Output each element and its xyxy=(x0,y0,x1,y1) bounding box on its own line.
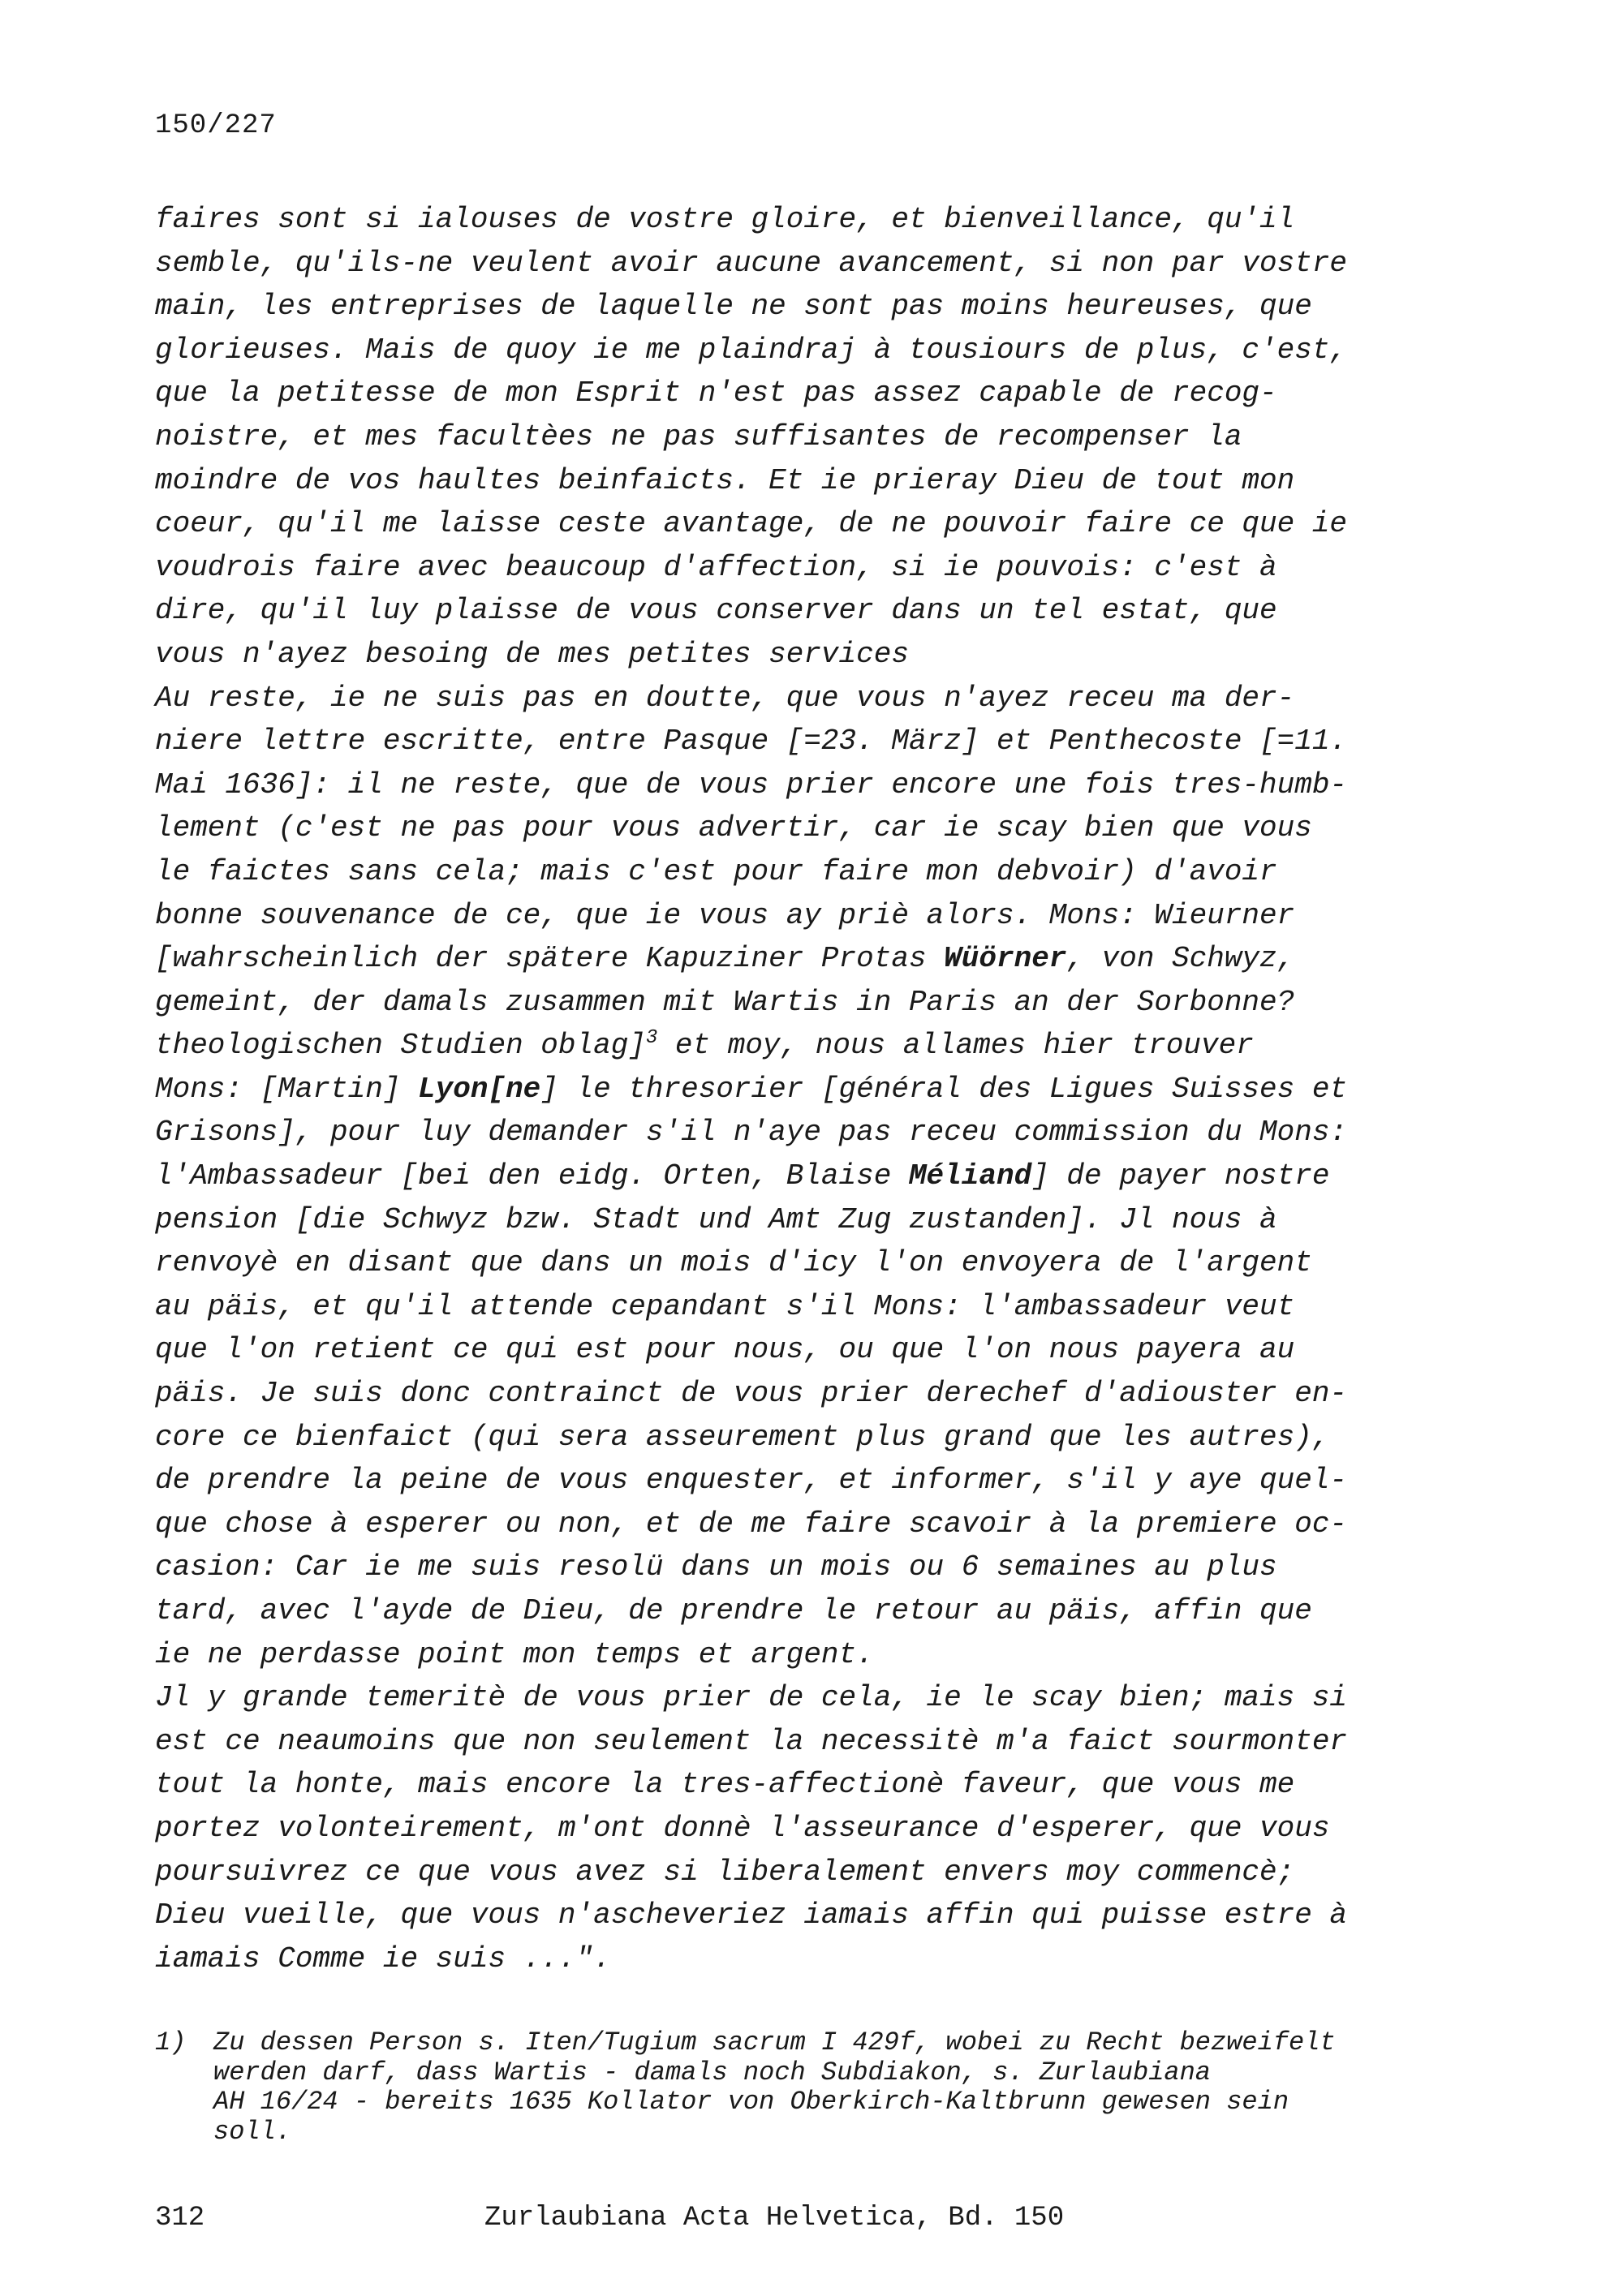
body-text xyxy=(155,198,1486,1980)
body-line: dire, qu'il luy plaisse de vous conserver dans un tel estat, que xyxy=(155,594,1277,628)
body-line: Mai 1636]: il ne reste, que de vous prier encore une fois tres-humb- xyxy=(155,767,1348,802)
body-line: core ce bienfaict (qui sera asseurement plus grand que les autres), xyxy=(155,1420,1330,1454)
footnote-text xyxy=(213,2028,1470,2147)
body-line: voudrois faire avec beaucoup d'affection, si ie pouvois: c'est à xyxy=(155,550,1277,584)
body-line: Au reste, ie ne suis pas en doutte, que vous n'ayez receu ma der- xyxy=(155,681,1295,715)
body-line: casion: Car ie me suis resolü dans un mois ou 6 semaines au plus xyxy=(155,1550,1277,1584)
footnote-line: AH 16/24 - bereits 1635 Kollator von Oberkirch-Kaltbrunn gewesen sein xyxy=(213,2087,1289,2117)
body-line: ie ne perdasse point mon temps et argent. xyxy=(155,1637,874,1671)
body-line: l'Ambassadeur [bei den eidg. Orten, Blaise Méliand] de payer nostre xyxy=(155,1159,1330,1193)
body-line: vous n'ayez besoing de mes petites services xyxy=(155,637,909,671)
body-line: tard, avec l'ayde de Dieu, de prendre le retour au päis, affin que xyxy=(155,1594,1312,1627)
body-line: pension [die Schwyz bzw. Stadt und Amt Zug zustanden]. Jl nous à xyxy=(155,1202,1277,1236)
body-line: iamais Comme ie suis ...". xyxy=(155,1941,611,1976)
body-line: tout la honte, mais encore la tres-affectionè faveur, que vous me xyxy=(155,1768,1295,1802)
body-line: que l'on retient ce qui est pour nous, ou que l'on nous payera au xyxy=(155,1333,1295,1367)
footnote-line: werden darf, dass Wartis - damals noch Subdiakon, s. Zurlaubiana xyxy=(213,2057,1211,2087)
footnote-marker: 1) xyxy=(155,2027,187,2057)
footnote-line: Zu dessen Person s. Iten/Tugium sacrum I 429f, wobei zu Recht bezweifelt xyxy=(213,2027,1336,2057)
body-line: [wahrscheinlich der spätere Kapuziner Protas Wüörner, von Schwyz, xyxy=(155,942,1295,976)
body-line: coeur, qu'il me laisse ceste avantage, de ne pouvoir faire ce que ie xyxy=(155,507,1348,541)
body-line: que chose à esperer ou non, et de me faire scavoir à la premiere oc- xyxy=(155,1507,1348,1541)
body-line: bonne souvenance de ce, que ie vous ay priè alors. Mons: Wieurner xyxy=(155,898,1295,932)
body-line: semble, qu'ils-ne veulent avoir aucune avancement, si non par vostre xyxy=(155,246,1348,280)
body-line: main, les entreprises de laquelle ne sont pas moins heureuses, que xyxy=(155,290,1312,324)
body-line: poursuivrez ce que vous avez si liberalement envers moy commencè; xyxy=(155,1855,1295,1889)
body-line: theologischen Studien oblag]$^3$ et moy, nous allames hier trouver xyxy=(155,1027,1254,1063)
body-line: portez volonteirement, m'ont donnè l'asseurance d'esperer, que vous xyxy=(155,1811,1330,1845)
body-line: Dieu vueille, que vous n'ascheveriez iamais affin qui puisse estre à xyxy=(155,1898,1348,1933)
footnote-line: soll. xyxy=(213,2116,292,2147)
bold-name: Wüörner xyxy=(944,942,1067,976)
body-line: päis. Je suis donc contrainct de vous prier derechef d'adiouster en- xyxy=(155,1377,1348,1411)
bold-name: Méliand xyxy=(908,1159,1032,1193)
footnote-ref: 3 xyxy=(645,1027,658,1050)
page-number: 150/227 xyxy=(155,110,277,141)
footer-title: Zurlaubiana Acta Helvetica, Bd. 150 xyxy=(484,2203,1065,2234)
body-line: Jl y grande temeritè de vous prier de cela, ie le scay bien; mais si xyxy=(155,1681,1348,1715)
body-line: au päis, et qu'il attende cepandant s'il Mons: l'ambassadeur veut xyxy=(155,1289,1295,1323)
body-line: de prendre la peine de vous enquester, et informer, s'il y aye quel- xyxy=(155,1464,1348,1498)
bold-name: Lyon[ne xyxy=(418,1072,541,1106)
body-line: le faictes sans cela; mais c'est pour faire mon debvoir) d'avoir xyxy=(155,854,1277,888)
body-line: gemeint, der damals zusammen mit Wartis in Paris an der Sorbonne? xyxy=(155,985,1295,1019)
body-line: Mons: [Martin] Lyon[ne] le thresorier [général des Ligues Suisses et xyxy=(155,1072,1348,1106)
body-line: noistre, et mes facultèes ne pas suffisantes de recompenser la xyxy=(155,419,1242,454)
body-line: renvoyè en disant que dans un mois d'icy l'on envoyera de l'argent xyxy=(155,1246,1312,1280)
body-line: Grisons], pour luy demander s'il n'aye pas receu commission du Mons: xyxy=(155,1116,1348,1150)
body-line: est ce neaumoins que non seulement la necessitè m'a faict sourmonter xyxy=(155,1724,1348,1758)
body-line: niere lettre escritte, entre Pasque [=23. März] et Penthecoste [=11. xyxy=(155,724,1348,759)
footer-page-number: 312 xyxy=(155,2203,205,2234)
body-line: que la petitesse de mon Esprit n'est pas assez capable de recog- xyxy=(155,376,1277,411)
body-line: glorieuses. Mais de quoy ie me plaindraj à tousiours de plus, c'est, xyxy=(155,333,1348,367)
body-line: lement (c'est ne pas pour vous advertir, car ie scay bien que vous xyxy=(155,811,1312,845)
body-line: moindre de vos haultes beinfaicts. Et ie prieray Dieu de tout mon xyxy=(155,463,1295,497)
body-line: faires sont si ialouses de vostre gloire, et bienveillance, qu'il xyxy=(155,203,1295,236)
